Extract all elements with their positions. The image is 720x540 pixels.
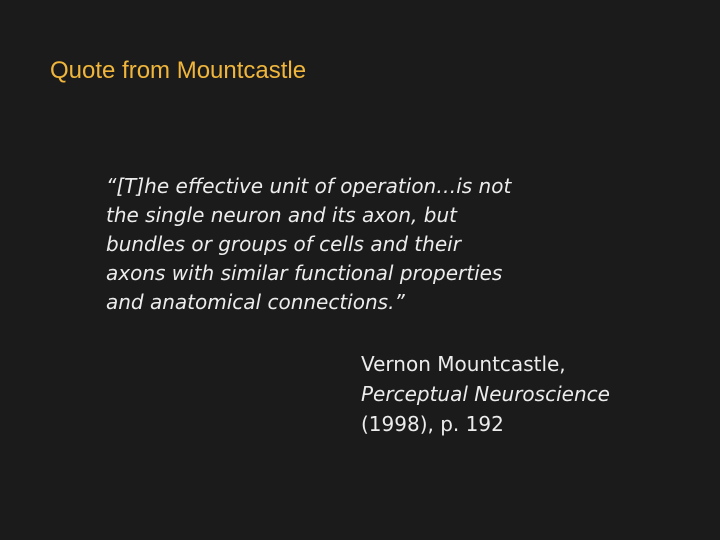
slide-title: Quote from Mountcastle (50, 57, 307, 84)
quote-line: the single neuron and its axon, but (106, 203, 457, 227)
citation-details: (1998), p. 192 (361, 412, 504, 436)
citation-author: Vernon Mountcastle, (361, 352, 566, 376)
quote-line: bundles or groups of cells and their (106, 232, 461, 256)
quote-block (106, 172, 666, 317)
citation-work-title: Perceptual Neuroscience (361, 382, 610, 406)
quote-line: “[T]he effective unit of operation…is not (106, 174, 512, 198)
citation-block (361, 349, 610, 439)
quote-line: axons with similar functional properties (106, 261, 503, 285)
quote-line: and anatomical connections.” (106, 290, 405, 314)
